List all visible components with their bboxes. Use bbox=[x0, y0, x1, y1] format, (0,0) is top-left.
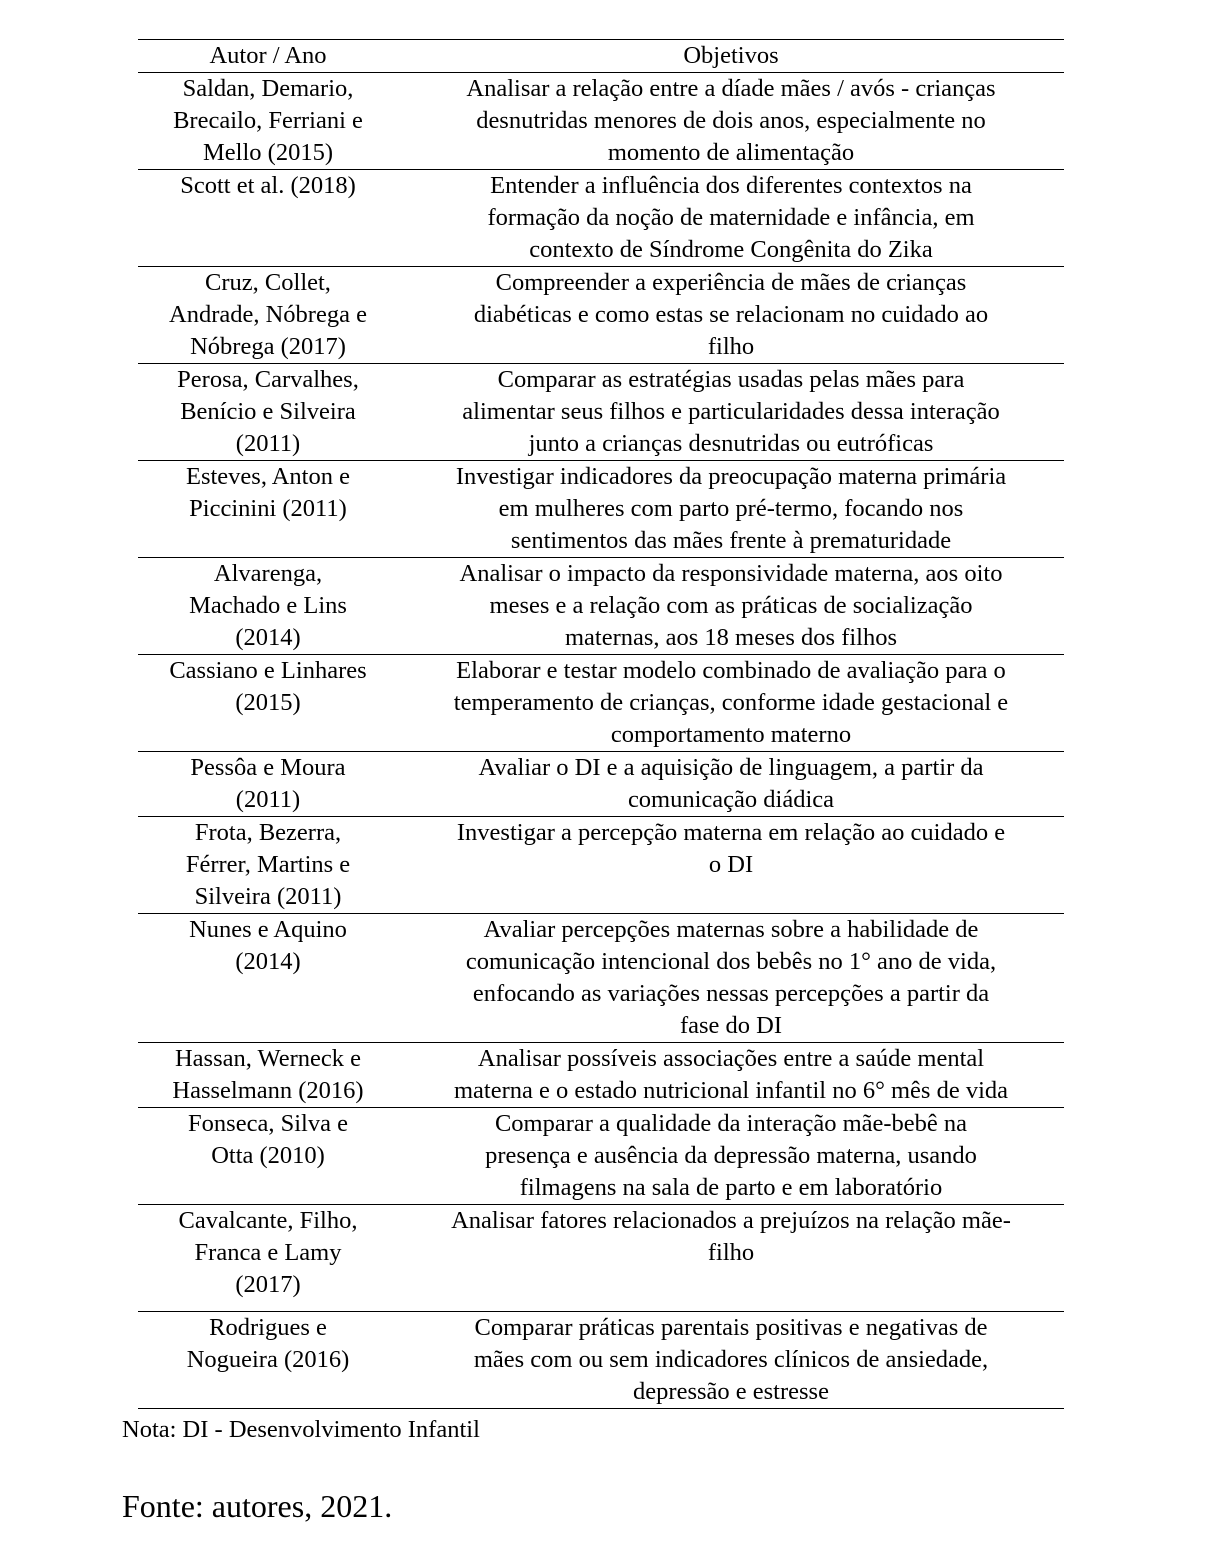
table-row bbox=[138, 558, 1064, 655]
objective-cell bbox=[398, 1205, 1064, 1312]
objective-line: Comparar a qualidade da interação mãe-bebê na bbox=[494, 1110, 968, 1137]
author-line: Frota, Bezerra, bbox=[194, 819, 342, 846]
table-row bbox=[138, 1205, 1064, 1312]
author-line: Brecailo, Ferriani e bbox=[173, 107, 363, 134]
objective-line: desnutridas menores de dois anos, especialmente no bbox=[476, 107, 986, 134]
table-row bbox=[138, 817, 1064, 914]
objective-line: presença e ausência da depressão materna, usando bbox=[485, 1142, 977, 1169]
objective-line: depressão e estresse bbox=[633, 1378, 829, 1405]
author-cell bbox=[138, 170, 398, 267]
objective-cell bbox=[398, 267, 1064, 364]
author-cell bbox=[138, 558, 398, 655]
objective-line: Entender a influência dos diferentes contextos na bbox=[490, 172, 972, 199]
table-row bbox=[138, 267, 1064, 364]
objective-line: maternas, aos 18 meses dos filhos bbox=[564, 624, 898, 651]
author-line: Otta (2010) bbox=[211, 1142, 325, 1169]
source-line: Fonte: autores, 2021. bbox=[122, 1488, 393, 1524]
table-row bbox=[138, 914, 1064, 1043]
author-cell bbox=[138, 655, 398, 752]
author-line: Machado e Lins bbox=[189, 592, 347, 619]
header-author: Autor / Ano bbox=[209, 42, 327, 69]
objective-line: comportamento materno bbox=[610, 721, 852, 748]
studies-table bbox=[138, 39, 1064, 1409]
objective-cell bbox=[398, 170, 1064, 267]
objective-line: Investigar indicadores da preocupação materna primária bbox=[455, 463, 1007, 490]
table-note: Nota: DI - Desenvolvimento Infantil bbox=[122, 1416, 480, 1443]
author-line: Scott et al. (2018) bbox=[180, 172, 356, 199]
author-line: Fonseca, Silva e bbox=[188, 1110, 348, 1137]
author-cell bbox=[138, 461, 398, 558]
table-row bbox=[138, 1312, 1064, 1409]
objective-line: Analisar o impacto da responsividade materna, aos oito bbox=[459, 560, 1003, 587]
author-line: Saldan, Demario, bbox=[182, 75, 354, 102]
author-line: (2014) bbox=[235, 624, 301, 651]
studies-table-container bbox=[138, 39, 1064, 1409]
author-line: Benício e Silveira bbox=[180, 398, 356, 425]
author-line: Hassan, Werneck e bbox=[174, 1045, 361, 1072]
objective-line: Comparar práticas parentais positivas e negativas de bbox=[474, 1314, 988, 1341]
objective-line: sentimentos das mães frente à prematuridade bbox=[510, 527, 952, 554]
objective-line: filho bbox=[707, 333, 755, 360]
author-line: Perosa, Carvalhes, bbox=[177, 366, 359, 393]
table-row bbox=[138, 655, 1064, 752]
objective-line: mães com ou sem indicadores clínicos de ansiedade, bbox=[473, 1346, 989, 1373]
author-line: Alvarenga, bbox=[213, 560, 323, 587]
author-line: Franca e Lamy bbox=[194, 1239, 342, 1266]
table-row bbox=[138, 73, 1064, 170]
objective-line: Avaliar percepções maternas sobre a habilidade de bbox=[483, 916, 979, 943]
author-line: (2011) bbox=[235, 430, 301, 457]
objective-line: comunicação intencional dos bebês no 1° ano de vida, bbox=[465, 948, 997, 975]
author-line: Nunes e Aquino bbox=[189, 916, 347, 943]
objective-line: Investigar a percepção materna em relação ao cuidado e bbox=[456, 819, 1006, 846]
objective-cell bbox=[398, 1043, 1064, 1108]
table-row bbox=[138, 364, 1064, 461]
objective-line: junto a crianças desnutridas ou eutróficas bbox=[528, 430, 934, 457]
table-row bbox=[138, 1043, 1064, 1108]
objective-line: Elaborar e testar modelo combinado de avaliação para o bbox=[456, 657, 1006, 684]
objective-line: fase do DI bbox=[679, 1012, 783, 1039]
objective-line: o DI bbox=[708, 851, 754, 878]
objective-line: em mulheres com parto pré-termo, focando nos bbox=[498, 495, 964, 522]
author-cell bbox=[138, 1312, 398, 1409]
author-line: Férrer, Martins e bbox=[185, 851, 351, 878]
author-line: Cruz, Collet, bbox=[205, 269, 331, 296]
author-cell bbox=[138, 1043, 398, 1108]
author-line: (2017) bbox=[235, 1271, 301, 1298]
objective-line: Compreender a experiência de mães de crianças bbox=[495, 269, 967, 296]
author-cell bbox=[138, 817, 398, 914]
author-line: Piccinini (2011) bbox=[189, 495, 347, 522]
objective-cell bbox=[398, 73, 1064, 170]
author-line: Pessôa e Moura bbox=[190, 754, 346, 781]
table-row bbox=[138, 752, 1064, 817]
author-line: Silveira (2011) bbox=[194, 883, 342, 910]
objective-line: filho bbox=[707, 1239, 755, 1266]
table-row bbox=[138, 461, 1064, 558]
objective-cell bbox=[398, 914, 1064, 1043]
author-cell bbox=[138, 1205, 398, 1312]
objective-cell bbox=[398, 1108, 1064, 1205]
author-line: Esteves, Anton e bbox=[186, 463, 350, 490]
author-line: Mello (2015) bbox=[203, 139, 333, 166]
author-line: Rodrigues e bbox=[209, 1314, 327, 1341]
objective-line: diabéticas e como estas se relacionam no cuidado ao bbox=[473, 301, 989, 328]
objective-line: Avaliar o DI e a aquisição de linguagem, a partir da bbox=[478, 754, 984, 781]
objective-cell bbox=[398, 817, 1064, 914]
objective-cell bbox=[398, 1312, 1064, 1409]
author-line: Cassiano e Linhares bbox=[169, 657, 367, 684]
author-cell bbox=[138, 914, 398, 1043]
author-line: Hasselmann (2016) bbox=[172, 1077, 364, 1104]
header-objective: Objetivos bbox=[683, 42, 779, 69]
objective-line: alimentar seus filhos e particularidades dessa interação bbox=[462, 398, 1000, 425]
objective-cell bbox=[398, 461, 1064, 558]
objective-cell bbox=[398, 364, 1064, 461]
table-body bbox=[138, 73, 1064, 1409]
author-line: (2014) bbox=[235, 948, 301, 975]
header-row bbox=[138, 40, 1064, 73]
author-line: Andrade, Nóbrega e bbox=[169, 301, 367, 328]
table-header bbox=[138, 40, 1064, 73]
objective-line: momento de alimentação bbox=[607, 139, 855, 166]
objective-line: comunicação diádica bbox=[627, 786, 835, 813]
author-cell bbox=[138, 752, 398, 817]
author-cell bbox=[138, 73, 398, 170]
author-line: Nóbrega (2017) bbox=[190, 333, 346, 360]
objective-line: Comparar as estratégias usadas pelas mães para bbox=[497, 366, 965, 393]
objective-line: Analisar possíveis associações entre a saúde mental bbox=[477, 1045, 985, 1072]
author-line: (2011) bbox=[235, 786, 301, 813]
objective-line: Analisar fatores relacionados a prejuízos na relação mãe- bbox=[451, 1207, 1011, 1234]
objective-line: materna e o estado nutricional infantil no 6° mês de vida bbox=[453, 1077, 1009, 1104]
author-cell bbox=[138, 267, 398, 364]
author-line: Nogueira (2016) bbox=[186, 1346, 350, 1373]
objective-line: temperamento de crianças, conforme idade gestacional e bbox=[453, 689, 1009, 716]
author-line: Cavalcante, Filho, bbox=[178, 1207, 358, 1234]
objective-line: filmagens na sala de parto e em laboratório bbox=[519, 1174, 943, 1201]
objective-cell bbox=[398, 558, 1064, 655]
objective-cell bbox=[398, 655, 1064, 752]
author-cell bbox=[138, 364, 398, 461]
objective-line: Analisar a relação entre a díade mães / avós - crianças bbox=[466, 75, 996, 102]
objective-line: formação da noção de maternidade e infância, em bbox=[487, 204, 975, 231]
table-row bbox=[138, 170, 1064, 267]
objective-line: enfocando as variações nessas percepções a partir da bbox=[472, 980, 990, 1007]
objective-line: meses e a relação com as práticas de socialização bbox=[489, 592, 973, 619]
author-cell bbox=[138, 1108, 398, 1205]
objective-cell bbox=[398, 752, 1064, 817]
author-line: (2015) bbox=[235, 689, 301, 716]
objective-line: contexto de Síndrome Congênita do Zika bbox=[529, 236, 933, 263]
table-row bbox=[138, 1108, 1064, 1205]
